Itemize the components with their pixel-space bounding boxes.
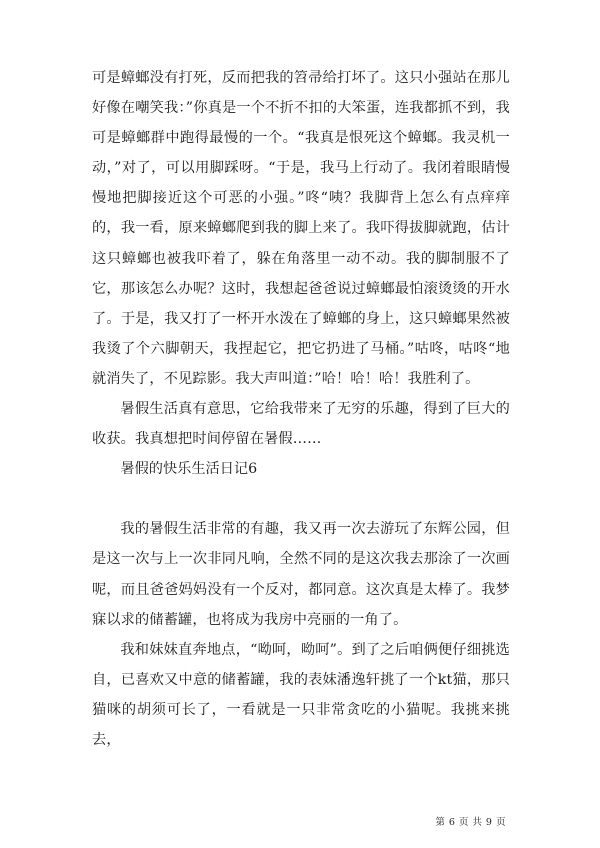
paragraph-piggy-bank: 我和妹妹直奔地点，“呦呵，呦呵”。到了之后咱俩便仔细挑选自，已喜欢又中意的储蓄罐，我的表妹潘逸轩挑了一个kt猫，那只猫咪的胡须可长了，一看就是一只非常贪吃的小猫呢。我挑来挑去，	[92, 641, 510, 748]
paragraph-park-visit: 我的暑假生活非常的有趣，我又再一次去游玩了东辉公园，但是这一次与上一次非同凡响，全然不同的是这次我去那涂了一次画呢，而且爸爸妈妈没有一个反对，都同意。这次真是太棒了。我梦寐以求的储蓄罐，也将成为我房中亮丽的一角了。	[92, 521, 510, 628]
paragraph-summer-summary: 暑假生活真有意思，它给我带来了无穷的乐趣，得到了巨大的收获。我真想把时间停留在暑假……	[92, 401, 510, 448]
diary-heading: 暑假的快乐生活日记6	[120, 461, 258, 478]
blank-line	[92, 484, 510, 514]
page-number: 第 6 页 共 9 页	[435, 817, 506, 828]
paragraph-cockroach-story: 可是蟑螂没有打死，反而把我的笤帚给打坏了。这只小强站在那儿好像在嘲笑我：”你真是一个不折不扣的大笨蛋，连我都抓不到，我可是蟑螂群中跑得最慢的一个。“我真是恨死这个蟑螂。我灵机一动，”对了，可以用脚踩呀。“于是，我马上行动了。我闭着眼睛慢慢地把脚接近这个可恶的小强。”咚“咦？我脚背上怎么有点痒痒的，我一看，原来蟑螂爬到我的脚上来了。我吓得拔脚就跑，估计这只蟑螂也被我吓着了，躲在角落里一动不动。我的脚制服不了它，那该怎么办呢？这时，我想起爸爸说过蟑螂最怕滚烫烫的开水了。于是，我又打了一杯开水泼在了蟑螂的身上，这只蟑螂果然被我烫了个六脚朝天，我捏起它，把它扔进了马桶。”咕咚，咕咚“地就消失了，不见踪影。我大声叫道：”哈！哈！哈！我胜利了。	[92, 70, 510, 387]
page-body	[92, 63, 510, 755]
